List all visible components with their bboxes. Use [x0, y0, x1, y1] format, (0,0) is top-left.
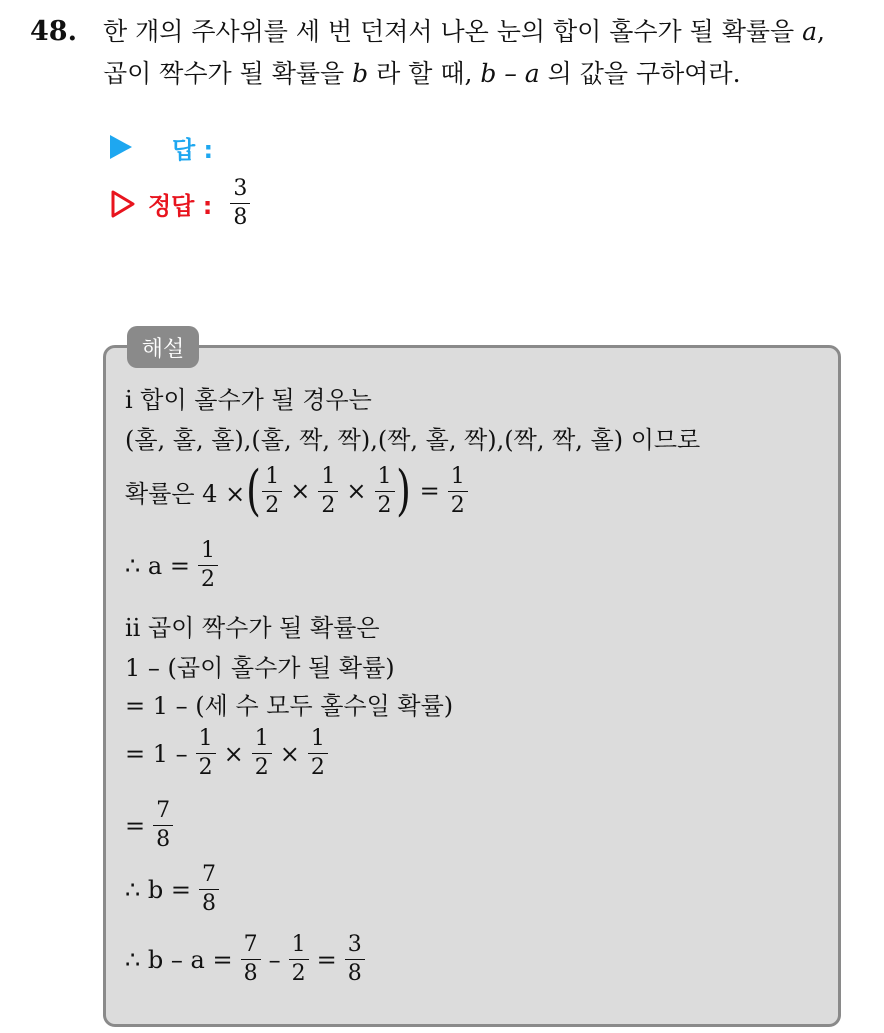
fraction [198, 540, 218, 591]
fraction [252, 728, 272, 779]
numerator: 7 [243, 932, 258, 957]
problem-number: 48. [30, 16, 77, 47]
equals-sign: = [419, 477, 440, 505]
solution-line-2: (홀, 홀, 홀),(홀, 짝, 짝),(짝, 홀, 짝),(짝, 짝, 홀) 이므로 [125, 426, 701, 454]
triangle-outline-icon [110, 189, 136, 219]
solution-text: ∴ b – a = [125, 945, 233, 974]
numerator: 1 [198, 726, 213, 751]
fraction [289, 934, 309, 985]
fraction-bar [262, 491, 282, 492]
problem-line-1 [103, 12, 825, 52]
problem-text: 의 값을 구하여라. [547, 59, 741, 88]
variable-a: a [802, 17, 818, 46]
denominator: 2 [254, 755, 269, 780]
numerator: 7 [202, 862, 216, 887]
numerator: 3 [233, 176, 248, 201]
solution-text: 확률은 4 × [125, 479, 246, 508]
fraction-bar [198, 565, 218, 566]
fraction-bar [252, 753, 272, 754]
fraction [241, 934, 261, 985]
problem-text: 곱이 짝수가 될 확률을 [103, 59, 345, 88]
minus-sign: – [268, 945, 281, 974]
times-sign: × [279, 739, 300, 768]
fraction-bar [318, 491, 338, 492]
denominator: 8 [243, 961, 258, 986]
fraction-bar [345, 959, 365, 960]
solution-line-1: ⅰ 합이 홀수가 될 경우는 [125, 386, 372, 414]
numerator: 1 [310, 726, 325, 751]
solution-line-4 [125, 540, 218, 591]
numerator: 1 [265, 463, 280, 489]
solution-text: = 1 – [125, 739, 188, 768]
solution-text: ∴ a = [125, 551, 190, 580]
fraction [375, 463, 395, 518]
numerator: 3 [347, 932, 362, 957]
problem-text: 한 개의 주사위를 세 번 던져서 나온 눈의 합이 홀수가 될 확률을 [103, 17, 795, 46]
correct-answer-label: 정답 : [148, 192, 213, 220]
fraction-bar [289, 959, 309, 960]
solution-line-6: 1 – (곱이 홀수가 될 확률) [125, 654, 395, 682]
numerator: 1 [377, 463, 392, 489]
equals-sign: = [316, 945, 337, 974]
fraction-bar [196, 753, 216, 754]
play-triangle-icon [110, 135, 132, 159]
solution-line-11 [125, 934, 365, 985]
fraction [196, 728, 216, 779]
solution-line-5: ⅱ 곱이 짝수가 될 확률은 [125, 614, 380, 642]
solution-tag: 해설 [127, 326, 199, 368]
times-sign: × [346, 477, 367, 505]
problem-line-2 [103, 54, 741, 94]
solution-line-9 [125, 800, 173, 851]
fraction-bar [448, 491, 468, 492]
fraction [262, 463, 282, 518]
solution-text: = [125, 811, 146, 840]
denominator: 8 [347, 961, 362, 986]
fraction [318, 463, 338, 518]
solution-text: ∴ b = [125, 875, 191, 904]
solution-line-3 [125, 459, 468, 522]
denominator: 8 [156, 827, 171, 852]
answer-label: 답 : [172, 135, 214, 164]
expression-b-minus-a: b – a [480, 59, 540, 88]
correct-answer-row [110, 178, 250, 229]
denominator: 2 [377, 492, 392, 518]
fraction-bar [375, 491, 395, 492]
correct-answer-fraction [230, 178, 250, 229]
numerator: 1 [254, 726, 269, 751]
fraction-bar [153, 825, 173, 826]
fraction-bar [308, 753, 328, 754]
numerator: 7 [156, 798, 171, 823]
answer-row[interactable] [110, 130, 213, 164]
denominator: 2 [200, 567, 215, 592]
fraction [308, 728, 328, 779]
denominator: 8 [202, 891, 216, 916]
numerator: 1 [200, 538, 215, 563]
denominator: 2 [450, 492, 465, 518]
numerator: 1 [450, 463, 465, 489]
variable-b: b [352, 59, 369, 88]
solution-line-8 [125, 728, 328, 779]
fraction-bar [241, 959, 261, 960]
denominator: 2 [265, 492, 280, 518]
fraction [345, 934, 365, 985]
numerator: 1 [291, 932, 306, 957]
fraction-bar [230, 203, 250, 204]
solution-line-7: = 1 – (세 수 모두 홀수일 확률) [125, 692, 454, 720]
denominator: 8 [233, 205, 248, 230]
fraction-bar [199, 889, 219, 890]
denominator: 2 [291, 961, 306, 986]
times-sign: × [290, 477, 311, 505]
problem-text: 라 할 때, [376, 59, 473, 88]
fraction [153, 800, 173, 851]
solution-line-10 [125, 864, 219, 915]
fraction [448, 463, 468, 518]
punctuation: , [817, 17, 825, 46]
right-paren: ) [395, 459, 411, 522]
times-sign: × [223, 739, 244, 768]
denominator: 2 [198, 755, 213, 780]
fraction [199, 864, 219, 915]
denominator: 2 [310, 755, 325, 780]
numerator: 1 [321, 463, 336, 489]
left-paren: ( [246, 459, 262, 522]
denominator: 2 [321, 492, 336, 518]
